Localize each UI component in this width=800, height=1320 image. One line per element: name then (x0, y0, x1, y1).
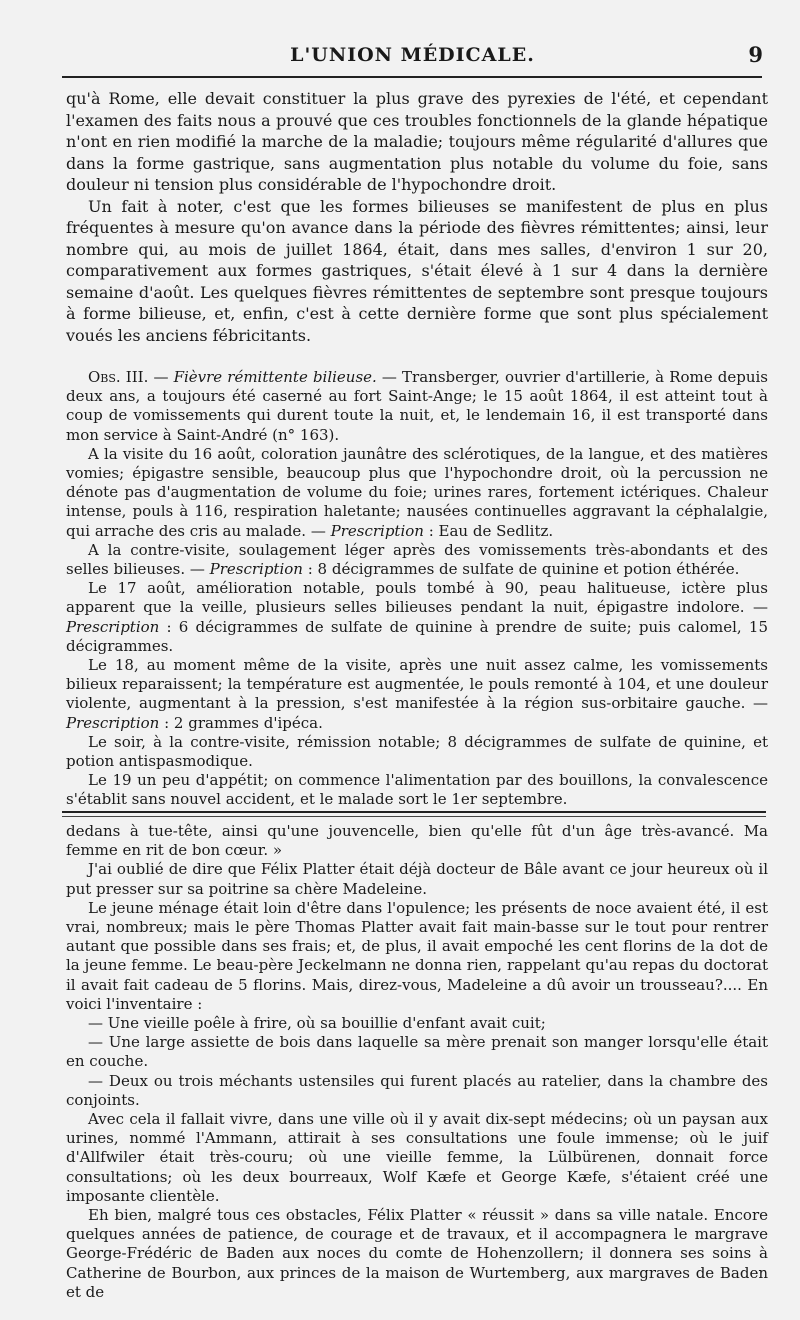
paragraph: Eh bien, malgré tous ces obstacles, Félix Platter « réussit » dans sa ville natale. Encore quelques années de patience, de courage et de travaux, et il accompagnera le margrave George-Frédéric de Baden aux noces du comte de Hohenzollern; il donnera ses soins à Catherine de Bourbon, aux princes de la maison de Wurtemberg, aux margraves de Baden et de (66, 1206, 768, 1301)
paragraph (66, 541, 768, 579)
paragraph: Le soir, à la contre-visite, rémission notable; 8 décigrammes de sulfate de quinine, et potion antispasmodique. (66, 732, 768, 771)
prescription-text: : 8 décigrammes de sulfate de quinine et potion éthérée. (302, 560, 740, 579)
paragraph (66, 656, 768, 733)
paragraph: Avec cela il fallait vivre, dans une ville où il y avait dix-sept médecins; où un paysan aux urines, nommé l'Ammann, attirait à ses consultations une foule immense; où le juif d'Allfwiler était très-couru; où une vieille femme, la Lülbürenen, donnait force consultations; où les deux bourreaux, Wolf Kæfe et George Kæfe, s'étaient créé une imposante clientèle. (66, 1110, 768, 1205)
prescription-label: Prescription (66, 713, 160, 732)
feuilleton-rule-thin (62, 816, 766, 817)
observation-text: Transberger, ouvrier d'artillerie, à Rome depuis deux ans, a toujours été caserné au fort Saint-Ange; le 15 août 1864, il est atteint tout à coup de vomissements qui durent toute la nuit, et, le lendemain 16, il est transporté dans mon service à Saint-André (n° 163). (66, 368, 768, 444)
paragraph (66, 445, 768, 541)
feuilleton-rule (62, 811, 766, 813)
list-item: — Deux ou trois méchants ustensiles qui furent placés au ratelier, dans la chambre des conjoints. (66, 1071, 768, 1109)
page-header (60, 38, 765, 78)
paragraph-text: A la contre-visite, soulagement léger après des vomissements très-abondants et des selles bilieuses. — (66, 540, 768, 579)
feuilleton-section (66, 822, 768, 1302)
paragraph-text: Le 18, au moment même de la visite, après une nuit assez calme, les vomissements bilieux reparaissent; la température est augmentée, le pouls remonté à 104, et une douleur violente, augmentant à la pression, s'est manifestée à la région sus-orbitaire gauche. — (66, 656, 768, 713)
page-number: 9 (748, 42, 763, 67)
paragraph: Le jeune ménage était loin d'être dans l'opulence; les présents de noce avaient été, il est vrai, nombreux; mais le père Thomas Platter avait fait main-basse sur le tout pour rentrer autant que possible dans ses frais; et, de plus, il avait empoché les cent florins de la dot de la jeune femme. Le beau-père Jeckelmann ne donna rien, rappelant qu'au repas du doctorat il avait fait cadeau de 5 florins. Mais, direz-vous, Madeleine a dû avoir un trousseau?.... En voici l'inventaire : (66, 898, 768, 1013)
paragraph: Un fait à noter, c'est que les formes bilieuses se manifestent de plus en plus fréquentes à mesure qu'on avance dans la période des fièvres rémittentes; ainsi, leur nombre qui, au mois de juillet 1864, était, dans mes salles, d'environ 1 sur 20, comparativement aux formes gastriques, s'était élevé à 1 sur 4 dans la dernière semaine d'août. Les quelques fièvres rémittentes de septembre sont presque toujours à forme bilieuse, et, enfin, c'est à cette dernière forme que sont plus spécialement voués les anciens fébricitants. (66, 196, 768, 345)
list-item: — Une large assiette de bois dans laquelle sa mère prenait son manger lorsqu'elle était en couche. (66, 1033, 768, 1071)
paragraph: qu'à Rome, elle devait constituer la plus grave des pyrexies de l'été, et cependant l'examen des faits nous a prouvé que ces troubles fonctionnels de la glande hépatique n'ont en rien modifié la marche de la maladie; toujours même régularité d'allures que dans la forme gastrique, sans augmentation plus notable du volume du foie, sans douleur ni tension plus considérable de l'hypochondre droit. (66, 89, 768, 194)
paragraph (66, 579, 768, 656)
paragraph: dedans à tue-tête, ainsi qu'une jouvencelle, bien qu'elle fût d'un âge très-avancé. Ma femme en rit de bon cœur. » (66, 822, 768, 860)
paragraph-text: A la visite du 16 août, coloration jaunâtre des sclérotiques, de la langue, et des matières vomies; épigastre sensible, beaucoup plus que l'hypochondre droit, où la percussion ne dénote pas d'augmentation de volume du foie; urines rares, fortement ictériques. Chaleur intense, pouls à 116, respiration haletante; nausées continuelles aggravant la céphalalgie, qui arrache des cris au malade. — (66, 444, 768, 540)
observation-title: Fièvre rémittente bilieuse. (173, 368, 377, 386)
header-rule (62, 76, 762, 78)
prescription-label: Prescription (209, 560, 303, 579)
paragraph-text: Le 17 août, amélioration notable, pouls tombé à 90, peau halitueuse, ictère plus apparent que la veille, plusieurs selles bilieuses pendant la nuit, épigastre indolore. — (66, 579, 768, 617)
prescription-label: Prescription (330, 521, 424, 540)
dash: — (376, 368, 403, 386)
observation-intro (66, 368, 768, 445)
paragraph: Le 19 un peu d'appétit; on commence l'alimentation par des bouillons, la convalescence s'établit sans nouvel accident, et le malade sort le 1er septembre. (66, 771, 768, 809)
observation-label: Obs. III. (88, 368, 149, 386)
list-item: — Une vieille poêle à frire, où sa bouillie d'enfant avait cuit; (88, 1014, 546, 1033)
prescription-label: Prescription (66, 617, 160, 636)
observation-case (66, 368, 768, 810)
prescription-text: : 2 grammes d'ipéca. (159, 713, 323, 732)
prescription-text: : 6 décigrammes de sulfate de quinine à prendre de suite; puis calomel, 15 décigrammes. (66, 617, 768, 655)
paragraph: J'ai oublié de dire que Félix Platter était déjà docteur de Bâle avant ce jour heureux où il put presser sur sa poitrine sa chère Madeleine. (66, 860, 768, 898)
dash: — (148, 368, 174, 386)
running-title: L'UNION MÉDICALE. (290, 44, 535, 66)
prescription-text: : Eau de Sedlitz. (423, 521, 554, 540)
article-section-intro (66, 88, 768, 346)
